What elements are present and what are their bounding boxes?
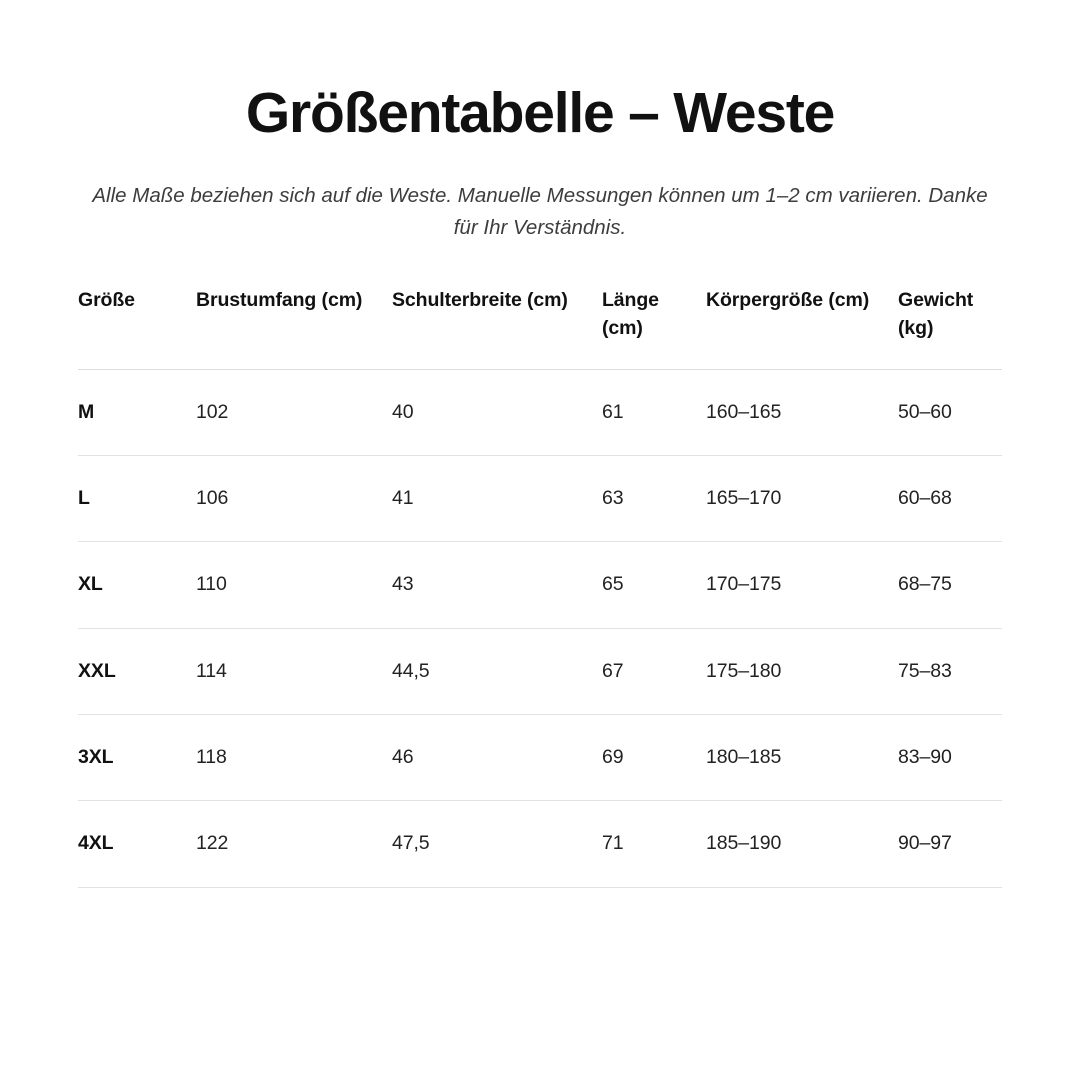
table-row [78, 715, 1002, 801]
cell-weight: 75–83 [898, 659, 952, 682]
cell-height: 165–170 [706, 487, 782, 510]
cell-shoulder: 46 [392, 746, 414, 769]
cell-weight: 90–97 [898, 832, 952, 855]
table-header-row [78, 287, 1002, 369]
cell-chest: 122 [196, 832, 229, 855]
column-header-size: Größe [78, 289, 135, 312]
cell-size: XXL [78, 659, 116, 682]
cell-length: 61 [602, 400, 624, 423]
table-row [78, 801, 1002, 887]
table-row [78, 542, 1002, 628]
cell-height: 180–185 [706, 746, 782, 769]
table-row [78, 456, 1002, 542]
cell-height: 175–180 [706, 659, 782, 682]
cell-shoulder: 44,5 [392, 659, 430, 682]
cell-height: 170–175 [706, 573, 782, 596]
cell-length: 63 [602, 487, 624, 510]
cell-chest: 102 [196, 400, 229, 423]
column-header-height: Körpergröße (cm) [706, 289, 870, 312]
column-header-shoulder: Schulterbreite (cm) [392, 289, 568, 312]
cell-length: 67 [602, 659, 624, 682]
cell-shoulder: 43 [392, 573, 414, 596]
cell-shoulder: 40 [392, 400, 414, 423]
cell-height: 160–165 [706, 400, 782, 423]
cell-shoulder: 47,5 [392, 832, 430, 855]
cell-size: 3XL [78, 746, 114, 769]
cell-length: 69 [602, 746, 624, 769]
cell-size: XL [78, 573, 103, 596]
cell-chest: 110 [196, 573, 227, 596]
size-table [78, 287, 1002, 887]
column-header-chest: Brustumfang (cm) [196, 289, 363, 312]
cell-size: 4XL [78, 832, 114, 855]
column-header-weight: Gewicht (kg) [898, 289, 974, 340]
cell-size: L [78, 487, 90, 510]
table-head [78, 287, 1002, 369]
cell-chest: 118 [196, 746, 227, 769]
cell-chest: 114 [196, 659, 227, 682]
table-row [78, 369, 1002, 455]
cell-height: 185–190 [706, 832, 782, 855]
cell-shoulder: 41 [392, 487, 414, 510]
cell-length: 71 [602, 832, 624, 855]
cell-weight: 83–90 [898, 746, 952, 769]
column-header-length: Länge (cm) [602, 289, 659, 340]
table-body [78, 369, 1002, 887]
cell-size: M [78, 400, 95, 423]
cell-weight: 68–75 [898, 573, 952, 596]
page-title: Größentabelle – Weste [245, 81, 835, 145]
cell-weight: 50–60 [898, 400, 952, 423]
cell-length: 65 [602, 573, 624, 596]
cell-chest: 106 [196, 487, 229, 510]
page-subtitle: Alle Maße beziehen sich auf die Weste. Manuelle Messungen können um 1–2 cm variieren. Danke für Ihr Verständnis. [92, 183, 988, 239]
table-row [78, 628, 1002, 714]
cell-weight: 60–68 [898, 487, 952, 510]
